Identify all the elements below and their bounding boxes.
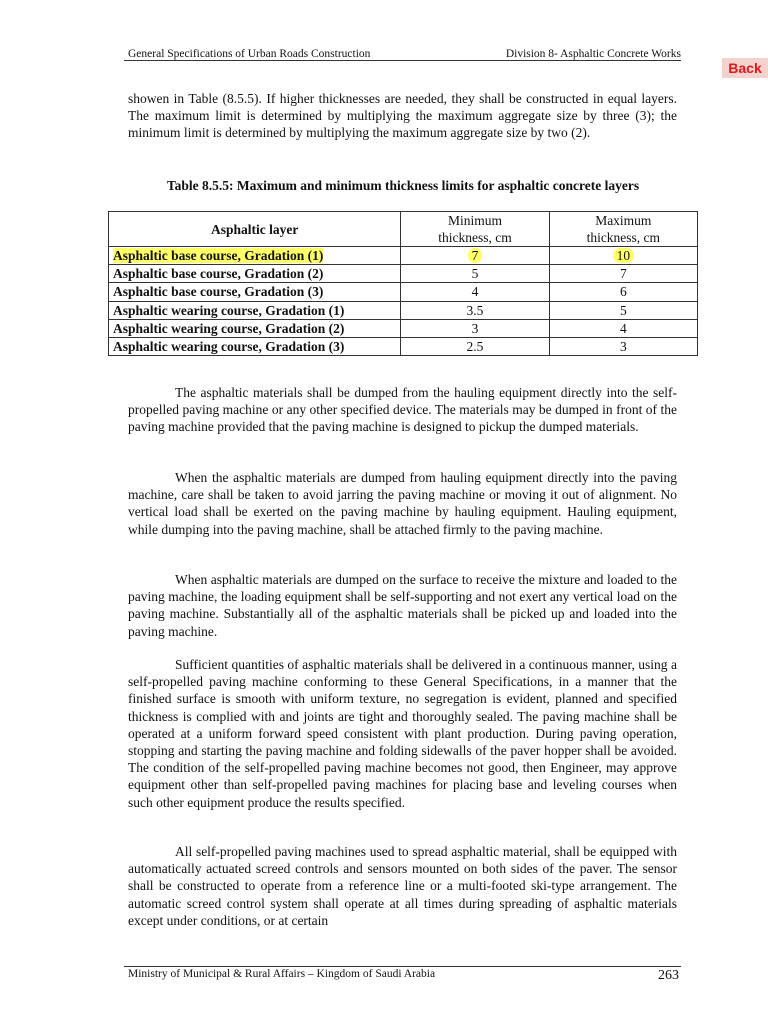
- layer-cell: Asphaltic base course, Gradation (2): [109, 265, 401, 283]
- highlighted-text: Asphaltic base course, Gradation (1): [113, 248, 324, 263]
- layer-cell: Asphaltic base course, Gradation (3): [109, 283, 401, 301]
- header-left-title: General Specifications of Urban Roads Construction: [128, 48, 371, 60]
- paragraph-hauling: When the asphaltic materials are dumped from hauling equipment directly into the paving machine, care shall be taken to avoid jarring the paving machine or moving it out of alignment. No vertical load shall be exerted on the paving machine by hauling equipment. Hauling equipment, while dumping into the paving machine, shall be attached firmly to the paving machine.: [128, 470, 677, 537]
- thickness-limits-table: [108, 211, 698, 356]
- layer-cell: [109, 247, 401, 265]
- maximum-cell: 5: [549, 301, 697, 319]
- header-right-title: Division 8- Asphaltic Concrete Works: [505, 48, 681, 60]
- page-footer: [128, 968, 679, 984]
- paragraph-loading: When asphaltic materials are dumped on the surface to receive the mixture and loaded to the paving machine, the loading equipment shall be self-supporting and not exert any vertical load on the paving machine. Substantially all of the asphaltic materials shall be picked up and loaded into the paving machine.: [128, 572, 677, 639]
- minimum-cell: 2.5: [401, 338, 549, 356]
- table-row: [109, 319, 698, 337]
- table-row: [109, 283, 698, 301]
- minimum-cell: 3: [401, 319, 549, 337]
- maximum-cell: 7: [549, 265, 697, 283]
- column-header-layer: Asphaltic layer: [109, 212, 401, 247]
- table-row: [109, 265, 698, 283]
- footer-ministry: Ministry of Municipal & Rural Affairs – Kingdom of Saudi Arabia: [128, 968, 436, 980]
- highlighted-text: 10: [613, 248, 635, 263]
- page-header: [128, 44, 681, 60]
- paragraph-dumping: The asphaltic materials shall be dumped from the hauling equipment directly into the self-propelled paving machine or any other specified device. The materials may be dumped in front of the paving machine provided that the paving machine is designed to pickup the dumped materials.: [128, 385, 677, 435]
- maximum-cell: 4: [549, 319, 697, 337]
- paragraph-continuation: showen in Table (8.5.5). If higher thicknesses are needed, they shall be constructed in equal layers. The maximum limit is determined by multiplying the maximum aggregate size by three (3); the minimum limit is determined by multiplying the maximum aggregate size by two (2).: [128, 91, 677, 141]
- table-row: [109, 301, 698, 319]
- table-row: [109, 247, 698, 265]
- layer-cell: Asphaltic wearing course, Gradation (3): [109, 338, 401, 356]
- page-number: 263: [658, 968, 679, 983]
- minimum-cell: 3.5: [401, 301, 549, 319]
- column-header-maximum: Maximum thickness, cm: [549, 212, 697, 247]
- minimum-cell: 5: [401, 265, 549, 283]
- column-header-minimum: Minimum thickness, cm: [401, 212, 549, 247]
- minimum-cell: 4: [401, 283, 549, 301]
- paragraph-paving: Sufficient quantities of asphaltic materials shall be delivered in a continuous manner, using a self-propelled paving machine conforming to these General Specifications, in a manner that the finished surface is smooth with uniform texture, no segregation is evident, planned and specified thickness is complied with and joints are tight and thoroughly sealed. The paving machine shall be operated at a uniform forward speed consistent with plant production. During paving operation, stopping and starting the paving machine and folding sidewalls of the paver hopper shall be avoided. The condition of the self-propelled paving machine becomes not good, then Engineer, may approve equipment other than self-propelled paving machines for placing base and leveling courses when such other equipment produce the results specified.: [128, 657, 677, 810]
- table-header-row: [109, 212, 698, 247]
- maximum-cell: [549, 247, 697, 265]
- table-row: [109, 338, 698, 356]
- maximum-cell: 3: [549, 338, 697, 356]
- footer-divider: [124, 966, 681, 967]
- back-button[interactable]: Back: [722, 58, 768, 78]
- paragraph-screed-controls: All self-propelled paving machines used to spread asphaltic material, shall be equipped with automatically actuated screed controls and sensors mounted on both sides of the paver. The sensor shall be constructed to operate from a reference line or a multi-footed ski-type arrangement. The automatic screed control system shall operate at all times during spreading of asphaltic materials except under conditions, or at certain: [128, 844, 677, 928]
- minimum-cell: [401, 247, 549, 265]
- highlighted-text: 7: [468, 248, 483, 263]
- layer-cell: Asphaltic wearing course, Gradation (1): [109, 301, 401, 319]
- layer-cell: Asphaltic wearing course, Gradation (2): [109, 319, 401, 337]
- maximum-cell: 6: [549, 283, 697, 301]
- header-divider: [124, 60, 681, 61]
- table-title: Table 8.5.5: Maximum and minimum thickness limits for asphaltic concrete layers: [166, 178, 640, 193]
